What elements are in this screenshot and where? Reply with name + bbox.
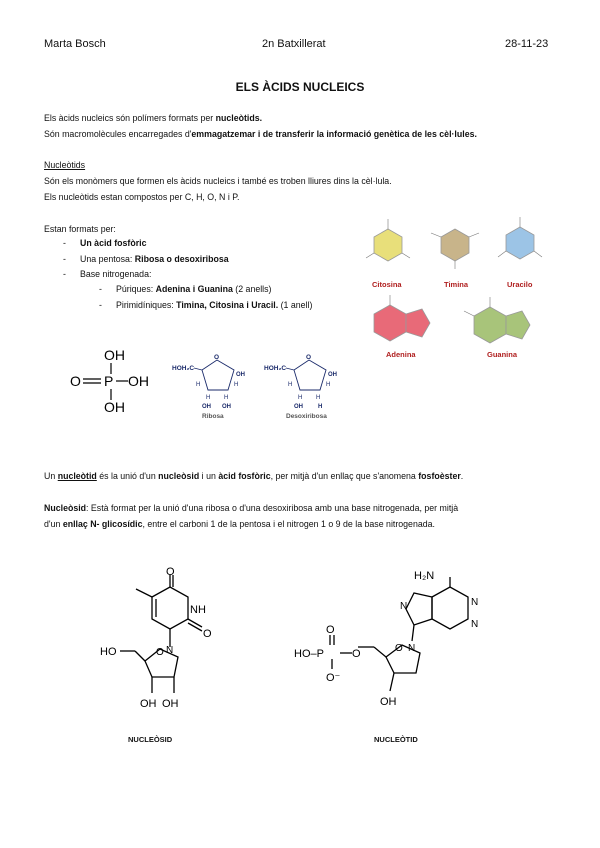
desoxiribosa-h: H [326,382,331,388]
header-author: Marta Bosch [44,38,106,50]
nucleotid-hop: HO–P [294,648,324,660]
ribosa-figure [172,350,262,420]
intro-text: Són macromolècules encarregades d' [44,129,192,139]
nucleosid-oh: OH [140,698,157,710]
nitrogenous-bases-figure [360,205,575,365]
list-item-bold: Timina, Citosina i Uracil. [176,299,279,310]
ribosa-label: Ribosa [202,413,224,420]
intro-bold: nucleòtids. [215,113,263,123]
citosina-ring [374,229,402,261]
nucleotid-n: N [471,619,479,630]
timina-ring [441,229,469,261]
list-item-text: (2 anells) [232,284,272,294]
timina-label: Timina [444,280,469,289]
phosphate-o: O [70,373,81,389]
phosphoric-acid-figure [70,346,160,418]
nucleotids-section [44,157,564,205]
intro-text: Els àcids nucleics són polímers formats per [44,113,216,123]
header-date: 28-11-23 [505,38,549,50]
list-item-text: Un àcid fosfòric [80,238,147,248]
guanina-label: Guanina [487,350,518,359]
header-course: 2n Batxillerat [262,38,326,50]
ribosa-h: H [234,382,239,388]
ribosa-h: H [196,382,201,388]
desoxiribosa-oh: OH [294,404,303,410]
ribosa-oh: OH [236,372,245,378]
nucleotid-caption: NUCLEÒTID [374,735,418,744]
list-item-bold: Adenina i Guanina [155,284,233,294]
phosphate-oh-bottom: OH [104,399,125,415]
section-text: Els nucleòtids estan compostos per C, H, O, N i P. [44,192,240,202]
guanina-ring-6 [474,307,506,343]
para-bold: enllaç N- glicosídic [62,519,143,529]
para-text: i un [199,471,219,481]
desoxiribosa-o: O [306,354,312,361]
intro-bold: emmagatzemar i de transferir la informació genètica de les cèl·lules. [191,129,477,139]
bases-sublist [116,282,376,313]
ribosa-oh: OH [222,404,231,410]
ribosa-h: H [224,395,229,401]
list-item-text: Púriques: [116,284,156,294]
para-bold: nucleòsid [158,471,200,481]
para-bold: àcid fosfòric [218,471,271,481]
list-item-text: Base nitrogenada: [80,269,152,279]
list-item [80,236,360,252]
uracilo-label: Uracilo [507,280,533,289]
list-item-text: Una pentosa: [80,253,135,264]
guanina-ring-5 [506,311,530,339]
ribosa-hoch2c: HOH₂C [172,365,195,372]
adenina-ring-6 [374,305,406,341]
para-bold: Nucleòsid [44,503,87,513]
phosphate-oh-right: OH [128,373,149,389]
para-bold: nucleòtid [57,471,97,481]
desoxiribosa-label: Desoxiribosa [286,413,327,420]
intro-paragraph [44,110,564,142]
list-item-bold: Ribosa o desoxiribosa [134,253,229,264]
adenina-ring-5 [406,309,430,337]
nucleosid-nh: NH [190,604,206,616]
list-item-text: (1 anell) [278,299,313,310]
para-bold: fosfoèster [418,471,461,481]
desoxiribosa-h: H [316,395,321,401]
ribosa-h: H [206,395,211,401]
nucleosid-ho: HO [100,646,117,658]
ribosa-o: O [214,354,220,361]
phosphate-p: P [104,373,114,389]
section-heading: Nucleòtids [44,160,86,170]
para-text: , entre el carboni 1 de la pentosa i el nitrogen 1 o 9 de la base nitrogenada. [142,519,435,529]
para-text: d'un [44,519,63,529]
nucleosid-ring-o: O [156,647,164,658]
nucleosid-oh: OH [162,698,179,710]
list-item [80,252,360,268]
nucleotid-o-minus: O⁻ [326,672,341,684]
nucleosid-n: N [166,645,174,656]
list-item [80,267,360,283]
nucleotid-n: N [471,597,479,608]
nucleotid-n: N [400,601,408,612]
desoxiribosa-h: H [288,382,293,388]
estan-label: Estan formats per: [44,224,116,234]
nucleotid-n: N [408,643,416,654]
para-text: Un [44,471,58,481]
ribosa-oh: OH [202,404,211,410]
desoxiribosa-h: H [298,395,303,401]
nucleosid-o-right: O [203,628,212,640]
para-text: : Està format per la unió d'una ribosa o d'una desoxiribosa amb una base nitrogenada, per mitjà [86,503,459,513]
uracilo-ring [506,227,534,259]
nucleotid-ring-o: O [395,643,403,654]
para-text: és la unió d'un [96,471,159,481]
adenina-label: Adenina [386,350,416,359]
nucleosid-o-top: O [166,566,175,578]
nucleotid-oh: OH [380,696,397,708]
desoxiribosa-figure [264,350,360,420]
components-list [80,236,360,283]
desoxiribosa-hoch2c: HOH₂C [264,365,287,372]
section-text: Són els monòmers que formen els àcids nucleics i també es troben lliures dins la cèl·lula. [44,176,392,186]
nucleosid-caption: NUCLEÒSID [128,735,173,744]
nucleotid-o-link: O [352,648,361,660]
desoxiribosa-oh: OH [328,372,337,378]
nucleotid-h2n: H₂N [414,570,435,582]
nucleosid-structure [90,565,240,725]
desoxiribosa-h: H [318,404,323,410]
list-item [116,298,376,314]
phosphate-oh-top: OH [104,347,125,363]
list-item [116,282,376,298]
list-item-text: Pirimidíniques: [116,299,177,310]
nucleotid-o-top: O [326,624,335,636]
page-title: ELS ÀCIDS NUCLEICS [235,80,365,94]
para-text: , per mitjà d'un enllaç que s'anomena [270,471,419,481]
para-text: . [460,471,464,481]
citosina-label: Citosina [372,280,402,289]
nucleotid-structure [290,565,490,725]
nucleosid-definition [44,500,564,532]
nucleotid-definition [44,468,564,484]
